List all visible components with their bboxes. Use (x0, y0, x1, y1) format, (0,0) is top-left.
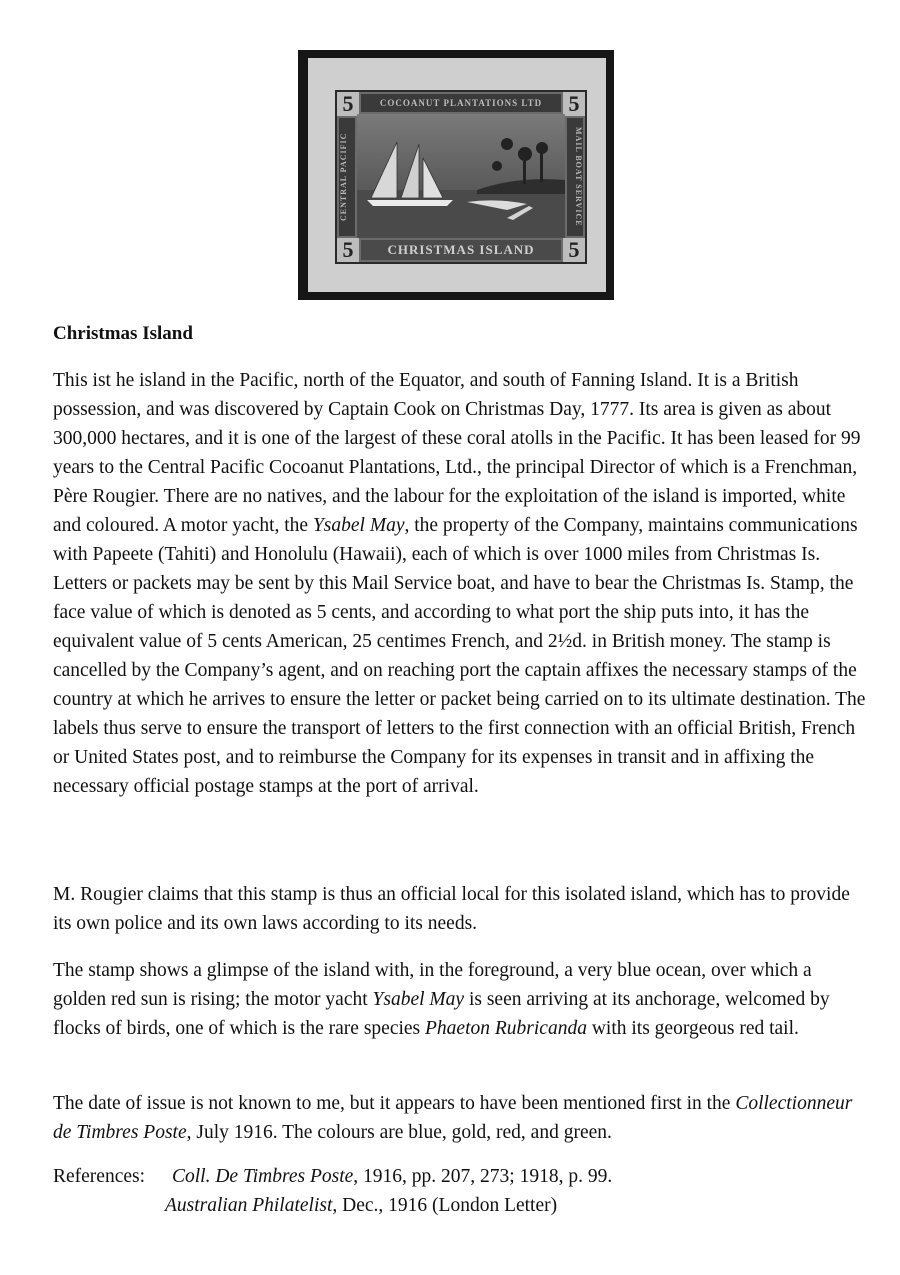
text-run: , 1916, pp. 207, 273; 1918, p. 99. (353, 1166, 613, 1187)
paragraph-history (53, 366, 868, 801)
stamp-scene (357, 114, 565, 238)
paragraph-date-of-issue (53, 1089, 868, 1147)
stamp-bottom-inscription: CHRISTMAS ISLAND (361, 240, 561, 260)
text-run: , July 1916. The colours are blue, gold, red, and green. (186, 1122, 612, 1143)
reference-item (165, 1195, 557, 1216)
stamp-image (298, 50, 614, 300)
italic-title: Collectionneur de Timbres Poste (53, 1093, 853, 1143)
reference-row-1 (53, 1162, 612, 1191)
stamp-design (335, 90, 587, 264)
italic-title: Ysabel May (312, 515, 405, 536)
sailing-yacht (367, 142, 453, 206)
references-label: References: (53, 1166, 146, 1187)
ship-scene-illustration (357, 114, 565, 238)
text-run: with its georgeous red tail. (586, 1018, 799, 1039)
italic-title: Australian Philatelist (165, 1195, 333, 1216)
stamp-value-top-right: 5 (563, 92, 585, 116)
text-run: , the property of the Company, maintains communications with Papeete (Tahiti) and Honolulu (Hawaii), each of which is over 1000 miles from Christmas Is. Letters or packets may be sent by this Mail Service boat, and have to bear the Christmas Is. Stamp, the face value of which is denoted as 5 cents, and according to what port the ship puts into, it has the equivalent value of 5 cents American, 25 centimes French, and 2½d. in British money. The stamp is cancelled by the Company’s agent, and on reaching port the captain affixes the necessary stamps of the country at which he arrives to ensure the letter or packet being carried on to its ultimate destination. The labels thus serve to ensure the transport of letters to the first connection with an official British, French or United States post, and to reimburse the Company for its expenses in transit and in affixing the necessary official postage stamps at the port of arrival. (53, 515, 866, 797)
italic-title: Ysabel May (372, 989, 465, 1010)
text-run: , Dec., 1916 (London Letter) (332, 1195, 558, 1216)
stamp-top-inscription: COCOANUT PLANTATIONS LTD (361, 94, 561, 112)
stamp-value-top-left: 5 (337, 92, 359, 116)
reference-item (172, 1166, 612, 1187)
italic-title: Coll. De Timbres Poste (172, 1166, 354, 1187)
references (53, 1162, 612, 1220)
page-title: Christmas Island (53, 323, 193, 344)
stamp-value-bottom-right: 5 (563, 238, 585, 262)
stamp-paper (308, 58, 606, 292)
reference-row-2 (53, 1191, 612, 1220)
stamp-left-inscription: CENTRAL PACIFIC (339, 118, 355, 236)
text-run: M. Rougier claims that this stamp is thus an official local for this isolated island, which has to provide its own police and its own laws according to its needs. (53, 884, 850, 934)
island-shore (477, 179, 565, 194)
text-run: is seen arriving at its anchorage, welcomed by flocks of birds, one of which is the rare species (53, 989, 830, 1039)
italic-title: Phaeton Rubricanda (425, 1018, 587, 1039)
text-run: The stamp shows a glimpse of the island with, in the foreground, a very blue ocean, over which a golden red sun is rising; the motor yacht (53, 960, 812, 1010)
stamp-value-bottom-left: 5 (337, 238, 359, 262)
paragraph-stamp-description (53, 956, 868, 1043)
paragraph-official-local (53, 880, 868, 938)
text-run: This ist he island in the Pacific, north of the Equator, and south of Fanning Island. It is a British possession, and was discovered by Captain Cook on Christmas Day, 1777. Its area is given as about 300,000 hectares, and it is one of the largest of these coral atolls in the Pacific. It has been leased for 99 years to the Central Pacific Cocoanut Plantations, Ltd., the principal Director of which is a Frenchman, Père Rougier. There are no natives, and the labour for the exploitation of the island is imported, white and coloured. A motor yacht, the (53, 370, 861, 536)
text-run: The date of issue is not known to me, but it appears to have been mentioned first in the (53, 1093, 736, 1114)
palm-trees (492, 138, 548, 184)
stamp-right-inscription: MAIL BOAT SERVICE (567, 118, 583, 236)
